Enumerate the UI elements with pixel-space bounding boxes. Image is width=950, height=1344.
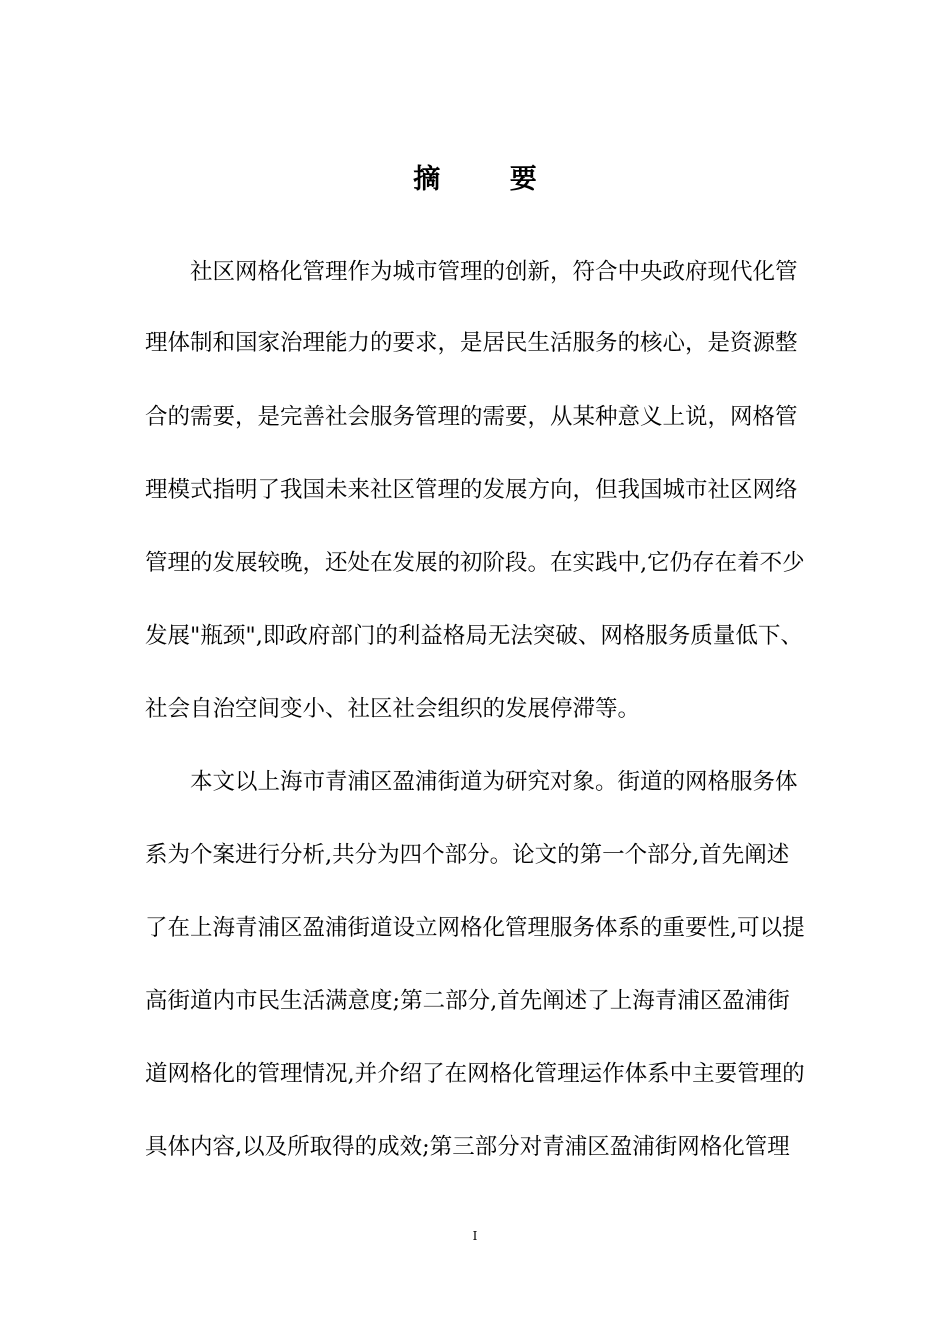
text-line: 合的需要，是完善社会服务管理的需要，从某种意义上说，网格管: [145, 404, 798, 430]
text-line: 管理的发展较晚，还处在发展的初阶段。在实践中,它仍存在着不少: [145, 550, 805, 576]
text-line: 社会自治空间变小、社区社会组织的发展停滞等。: [145, 696, 641, 722]
text-line: 道网格化的管理情况,并介绍了在网格化管理运作体系中主要管理的: [145, 1061, 805, 1087]
text-line: 发展"瓶颈",即政府部门的利益格局无法突破、网格服务质量低下、: [145, 623, 803, 649]
text-line: 系为个案进行分析,共分为四个部分。论文的第一个部分,首先阐述: [145, 842, 790, 868]
text-line: 理模式指明了我国未来社区管理的发展方向，但我国城市社区网络: [145, 477, 798, 503]
text-line: 了在上海青浦区盈浦街道设立网格化管理服务体系的重要性,可以提: [145, 915, 805, 941]
text-line: 高街道内市民生活满意度;第二部分,首先阐述了上海青浦区盈浦街: [145, 988, 790, 1014]
text-line: 社区网格化管理作为城市管理的创新，符合中央政府现代化管: [190, 259, 798, 285]
text-line: 具体内容,以及所取得的成效;第三部分对青浦区盈浦街网格化管理: [145, 1134, 790, 1160]
page-number: I: [472, 1229, 478, 1243]
page-title: 摘 要: [413, 164, 567, 195]
text-line: 理体制和国家治理能力的要求，是居民生活服务的核心，是资源整: [145, 330, 798, 356]
text-line: 本文以上海市青浦区盈浦街道为研究对象。街道的网格服务体: [190, 769, 798, 795]
